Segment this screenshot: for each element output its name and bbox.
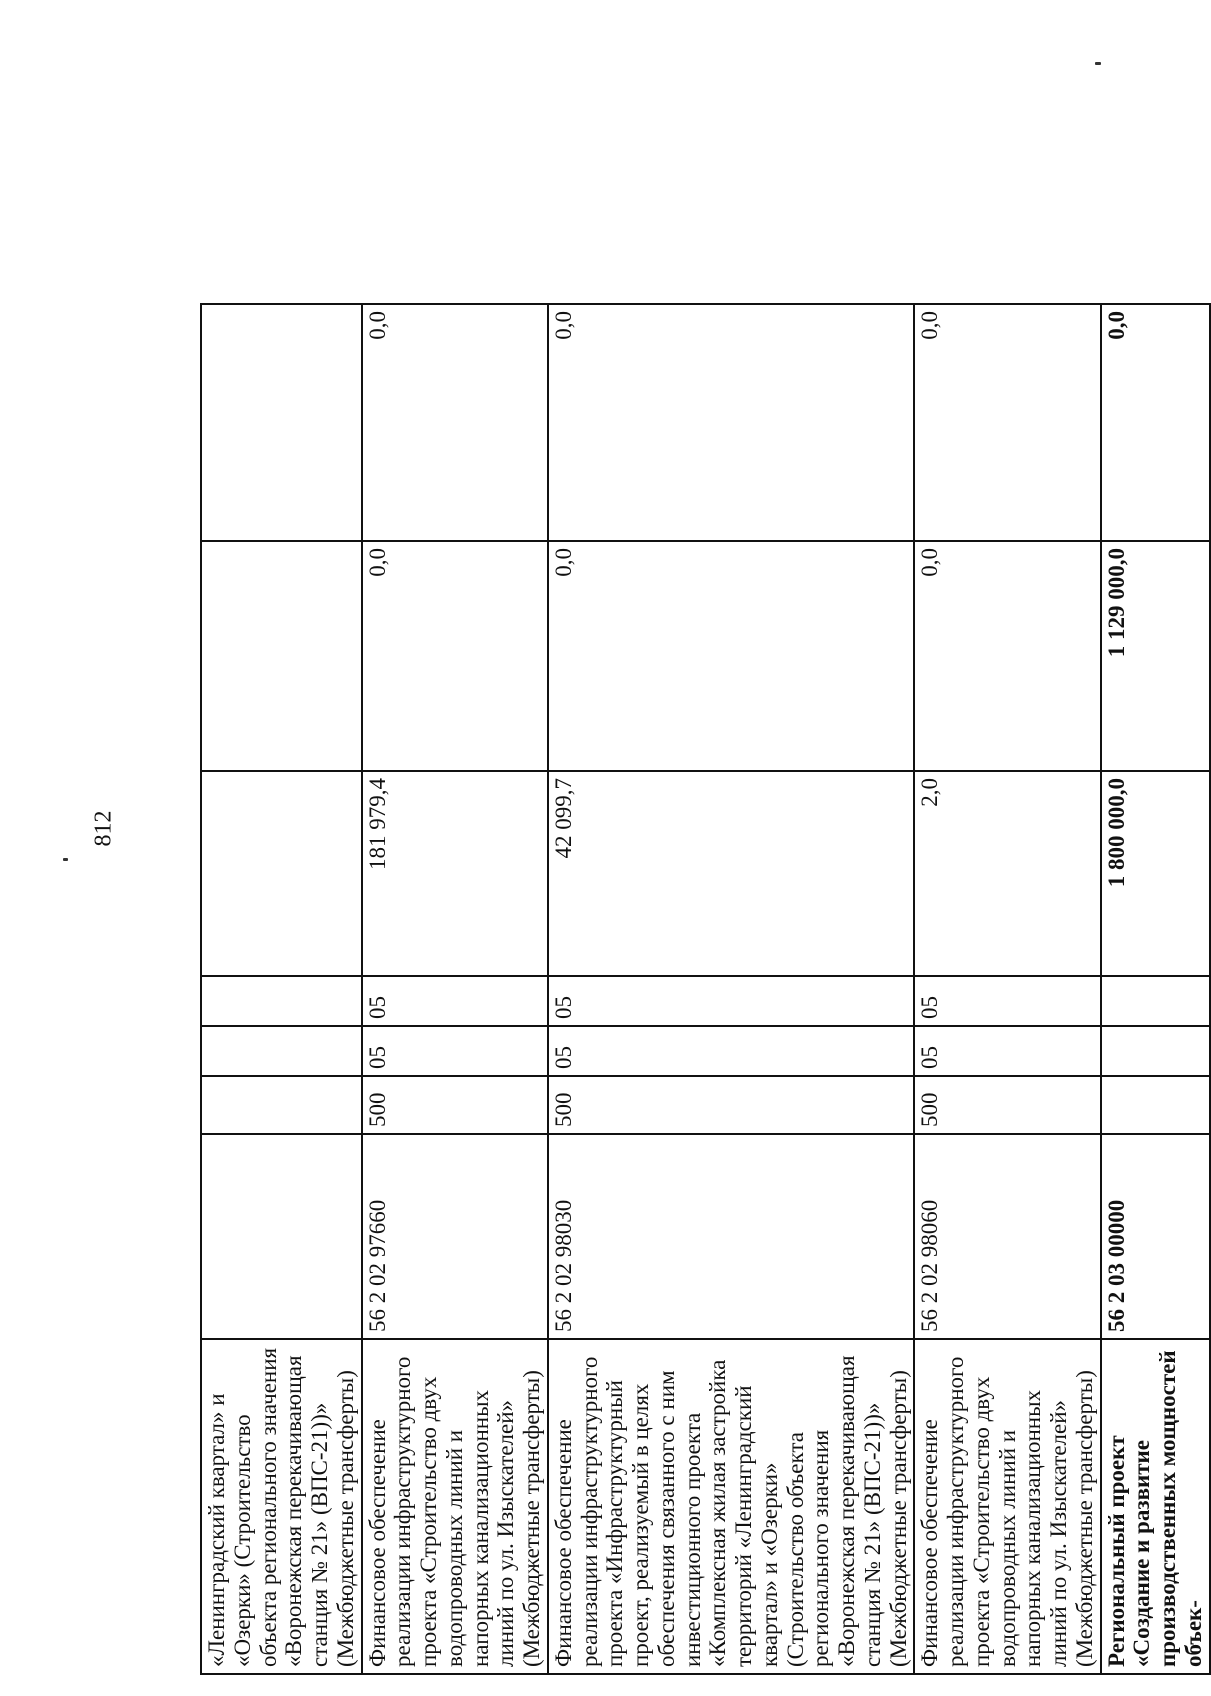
- target-code-cell: 56 2 02 98060: [914, 1134, 1100, 1339]
- section-cell: 05: [362, 1026, 548, 1076]
- section-cell: [201, 1026, 362, 1076]
- amount-year2-cell: [201, 541, 362, 771]
- subsection-cell: 05: [362, 976, 548, 1026]
- amount-year2-cell: 1 129 000,0: [1101, 541, 1210, 771]
- scan-speck: [63, 858, 68, 861]
- section-cell: 05: [548, 1026, 915, 1076]
- expense-type-cell: [201, 1076, 362, 1134]
- subsection-cell: [1101, 976, 1210, 1026]
- item-name-cell: Финансовое обеспечение реализации инфраструктурного проекта «Строительство двух водопроводных линий и напорных канализационных линий по ул. Изыскателей» (Межбюджетные трансферты): [362, 1339, 548, 1674]
- amount-year2-cell: 0,0: [548, 541, 915, 771]
- amount-year2-cell: 0,0: [914, 541, 1100, 771]
- section-cell: [1101, 1026, 1210, 1076]
- item-name-cell: Финансовое обеспечение реализации инфраструктурного проекта «Инфраструктурный проект, реализуемый в целях обеспечения связанного с ним инвестиционного проекта «Комплексная жилая застройка территорий «Ленинградский квартал» и «Озерки» (Строительство объекта регионального значения «Воронежская перекачивающая станция № 21» (ВПС-21))» (Межбюджетные трансферты): [548, 1339, 915, 1674]
- table-row: [914, 304, 1100, 1674]
- table-row: [362, 304, 548, 1674]
- amount-year3-cell: 0,0: [362, 304, 548, 541]
- amount-year1-cell: 181 979,4: [362, 771, 548, 976]
- target-code-cell: 56 2 02 97660: [362, 1134, 548, 1339]
- expense-type-cell: 500: [548, 1076, 915, 1134]
- amount-year1-cell: 42 099,7: [548, 771, 915, 976]
- table-row: [548, 304, 915, 1674]
- expense-type-cell: [1101, 1076, 1210, 1134]
- subsection-cell: 05: [914, 976, 1100, 1026]
- amount-year1-cell: 1 800 000,0: [1101, 771, 1210, 976]
- page-number: 812: [90, 810, 117, 847]
- budget-table: [200, 303, 1211, 1675]
- amount-year3-cell: 0,0: [1101, 304, 1210, 541]
- amount-year1-cell: 2,0: [914, 771, 1100, 976]
- amount-year3-cell: 0,0: [914, 304, 1100, 541]
- subsection-cell: [201, 976, 362, 1026]
- expense-type-cell: 500: [914, 1076, 1100, 1134]
- table-row: [201, 304, 362, 1674]
- item-name-cell: «Ленинградский квартал» и «Озерки» (Строительство объекта регионального значения «Воронежская перекачивающая станция № 21» (ВПС-21))» (Межбюджетные трансферты): [201, 1339, 362, 1674]
- scan-speck: [1095, 62, 1101, 65]
- target-code-cell: [201, 1134, 362, 1339]
- target-code-cell: 56 2 02 98030: [548, 1134, 915, 1339]
- target-code-cell: 56 2 03 00000: [1101, 1134, 1210, 1339]
- expense-type-cell: 500: [362, 1076, 548, 1134]
- budget-table-container: [200, 305, 1206, 1675]
- subsection-cell: 05: [548, 976, 915, 1026]
- amount-year2-cell: 0,0: [362, 541, 548, 771]
- item-name-cell: Региональный проект «Создание и развитие производственных мощностей объек-: [1101, 1339, 1210, 1674]
- amount-year1-cell: [201, 771, 362, 976]
- section-cell: 05: [914, 1026, 1100, 1076]
- amount-year3-cell: [201, 304, 362, 541]
- item-name-cell: Финансовое обеспечение реализации инфраструктурного проекта «Строительство двух водопроводных линий и напорных канализационных линий по ул. Изыскателей» (Межбюджетные трансферты): [914, 1339, 1100, 1674]
- table-row: [1101, 304, 1210, 1674]
- amount-year3-cell: 0,0: [548, 304, 915, 541]
